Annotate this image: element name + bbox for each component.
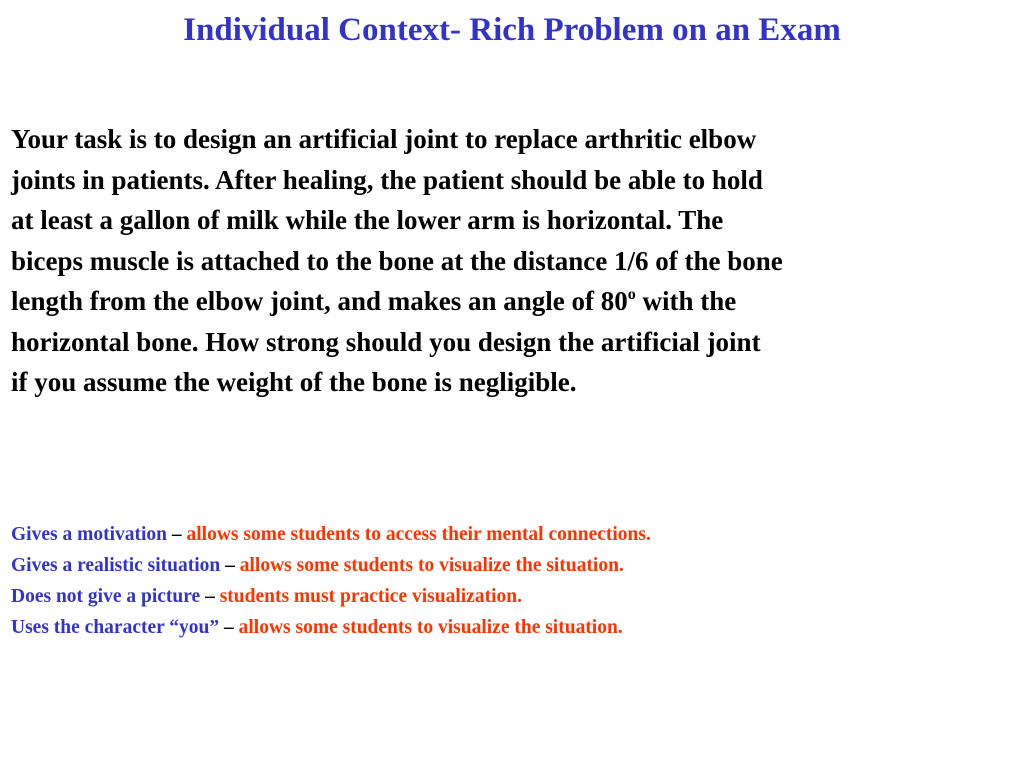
note-dash: – (219, 617, 239, 638)
problem-line-3: at least a gallon of milk while the lower arm is horizontal. The (11, 205, 724, 235)
note-feature: Gives a realistic situation (11, 555, 221, 576)
note-character-you (11, 612, 1011, 643)
note-dash: – (167, 524, 187, 545)
note-feature: Gives a motivation (11, 524, 167, 545)
problem-line-6: horizontal bone. How strong should you design the artificial joint (11, 326, 761, 357)
note-feature: Does not give a picture (11, 586, 201, 607)
problem-line-5-text: length from the elbow joint, and makes an angle of 80 (11, 286, 628, 316)
note-effect: allows some students to visualize the situation. (239, 555, 624, 576)
note-motivation (11, 519, 1011, 550)
note-feature: Uses the character “you” (11, 617, 220, 638)
note-effect: students must practice visualization. (219, 586, 522, 607)
note-dash: – (220, 555, 240, 576)
problem-statement (11, 119, 1016, 403)
problem-line-4: biceps muscle is attached to the bone at the distance 1/6 of the bone (11, 245, 783, 276)
problem-line-5 (11, 281, 1016, 322)
note-effect: allows some students to access their mental connections. (186, 524, 651, 545)
problem-line-1: Your task is to design an artificial joint to replace arthritic elbow (11, 124, 757, 154)
pedagogy-notes-list (11, 519, 1011, 643)
note-dash: – (200, 586, 220, 607)
problem-line-5-end: with the (635, 286, 737, 316)
note-realistic-situation (11, 550, 1011, 581)
degree-superscript: o (627, 286, 636, 303)
problem-line-7: if you assume the weight of the bone is negligible. (11, 367, 577, 397)
slide-title: Individual Context- Rich Problem on an Exam (183, 12, 841, 48)
note-effect: allows some students to visualize the situation. (238, 617, 623, 638)
problem-line-2: joints in patients. After healing, the patient should be able to hold (11, 164, 763, 195)
note-no-picture (11, 581, 1011, 612)
